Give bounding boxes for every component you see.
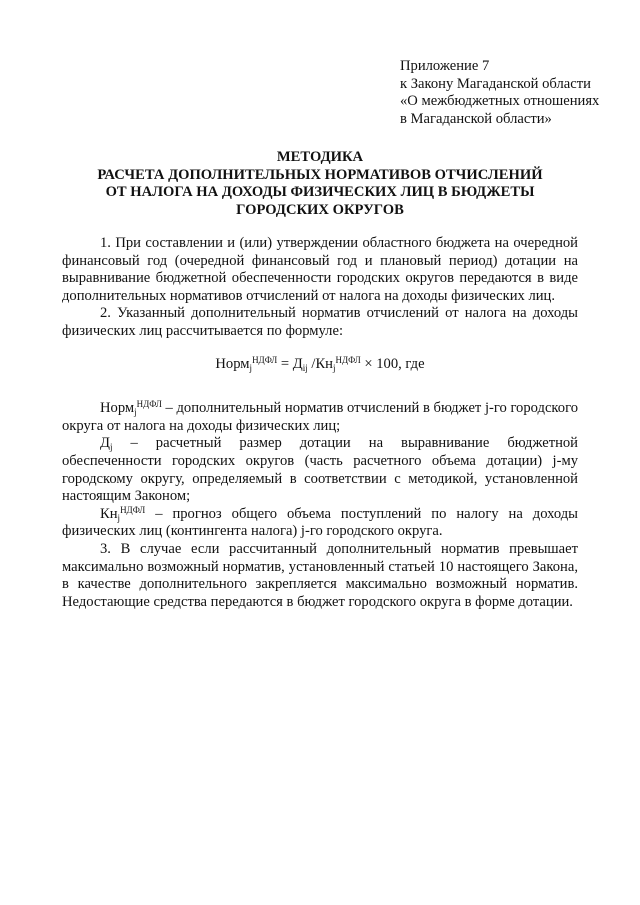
definition-norm <box>62 400 578 435</box>
formula <box>62 356 578 374</box>
formula-eq: = Д <box>277 355 303 372</box>
appendix-line: Приложение 7 <box>400 58 490 74</box>
appendix-line: в Магаданской области» <box>400 110 552 127</box>
definition-sup: НДФЛ <box>136 399 162 410</box>
appendix-header <box>400 58 632 128</box>
definition-kn <box>62 506 578 541</box>
formula-sub-j: j <box>249 362 253 373</box>
definition-symbol: Норм <box>100 400 135 417</box>
definition-symbol: Кн <box>100 505 118 522</box>
formula-sup-ndfl-2: НДФЛ <box>335 354 361 365</box>
formula-norm: Норм <box>215 355 250 372</box>
title-line: ОТ НАЛОГА НА ДОХОДЫ ФИЗИЧЕСКИХ ЛИЦ В БЮДЖЕТЫ <box>105 184 535 201</box>
document-body <box>62 235 578 611</box>
formula-times: × 100, где <box>360 355 425 372</box>
definition-sub: j <box>117 512 121 523</box>
definition-text: – дополнительный норматив отчислений в бюджет j-го городского округа от налога на доходы физических лиц; <box>62 400 578 434</box>
definition-text: – прогноз общего объема поступлений по налогу на доходы физических лиц (контингента налога) j-го городского округа. <box>62 505 578 540</box>
document-title <box>62 149 578 219</box>
formula-sup-ndfl: НДФЛ <box>252 354 278 365</box>
definition-dotation <box>62 435 578 505</box>
title-line: МЕТОДИКА <box>276 149 364 165</box>
appendix-line: «О межбюджетных отношениях <box>400 93 600 110</box>
formula-sub-j-2: j <box>333 362 336 373</box>
paragraph-2: 2. Указанный дополнительный норматив отчислений от налога на доходы физических лиц рассчитывается по формуле: <box>62 305 578 339</box>
definition-symbol: Д <box>100 435 110 452</box>
definition-sub: j <box>134 407 137 418</box>
formula-div: /Кн <box>307 355 333 372</box>
definition-sup: НДФЛ <box>120 504 146 515</box>
formula-sub-ij: ij <box>302 362 308 373</box>
definition-sub: j <box>109 442 113 453</box>
title-line: ГОРОДСКИХ ОКРУГОВ <box>236 201 404 218</box>
paragraph-1: 1. При составлении и (или) утверждении областного бюджета на очередной финансовый год (очередной финансовый год и плановый период) дотации на выравнивание бюджетной обеспеченности городских округов передаются в виде дополнительных нормативов отчислений от налога на доходы физических лиц. <box>62 235 578 304</box>
paragraph-3: 3. В случае если рассчитанный дополнительный норматив превышает максимально возможный норматив, установленный статьей 10 настоящего Закона, в качестве дополнительного закрепляется максимально возможный норматив. Недостающие средства передаются в бюджет городского округа в форме дотации. <box>62 540 578 610</box>
definition-text: – расчетный размер дотации на выравнивание бюджетной обеспеченности городских округов (часть расчетного объема дотации) j-му городскому округу, определяемый в соответствии с методикой, установленной настоящим Законом; <box>62 435 578 505</box>
title-line: РАСЧЕТА ДОПОЛНИТЕЛЬНЫХ НОРМАТИВОВ ОТЧИСЛЕНИЙ <box>97 166 543 183</box>
appendix-line: к Закону Магаданской области <box>400 75 591 92</box>
